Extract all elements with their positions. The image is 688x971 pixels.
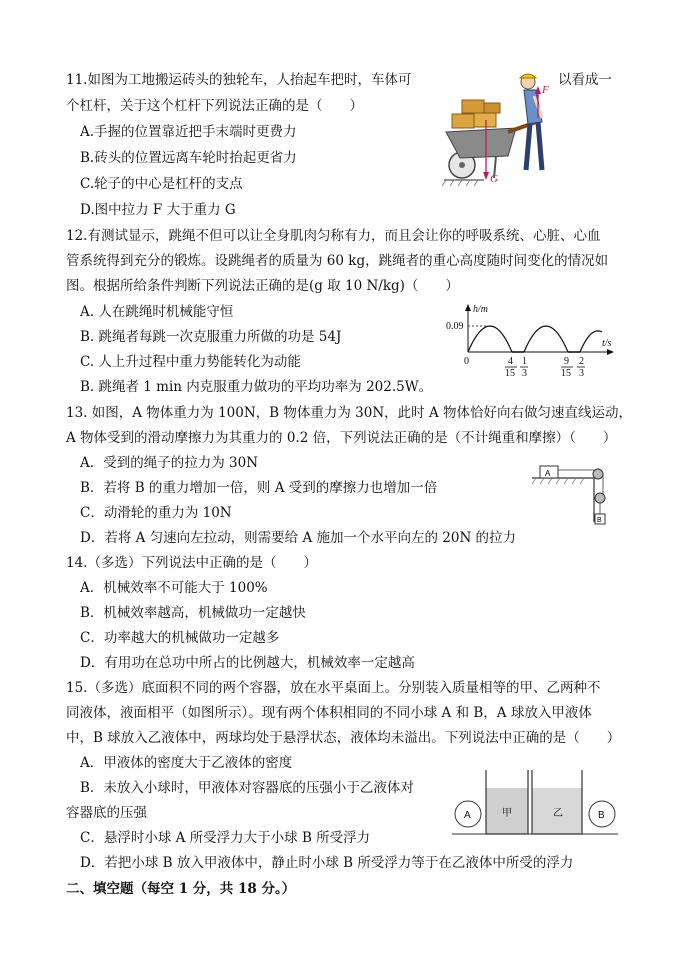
svg-text:1: 1 xyxy=(522,356,527,367)
q15-option-b-line1: B．未放入小球时，甲液体对容器底的压强小于乙液体对 xyxy=(80,780,414,796)
svg-text:A: A xyxy=(464,810,471,821)
q11-option-b: B.砖头的位置远离车轮时抬起更省力 xyxy=(80,150,297,166)
graph-origin: 0 xyxy=(464,356,469,367)
containers-figure xyxy=(452,768,622,840)
graph-xlabel: t/s xyxy=(602,338,612,349)
svg-text:3: 3 xyxy=(579,368,584,379)
tick-1-3 xyxy=(520,356,528,379)
q13-option-b: B．若将 B 的重力增加一倍，则 A 受到的摩擦力也增加一倍 xyxy=(80,480,438,496)
q12-stem-line2: 管系统得到充分的锻炼。设跳绳者的质量为 60 kg，跳绳者的重心高度随时间变化的情况如 xyxy=(66,253,609,269)
q13-option-a: A．受到的绳子的拉力为 30N xyxy=(80,455,259,471)
svg-text:B: B xyxy=(597,517,602,524)
jump-arc-3 xyxy=(580,331,602,352)
svg-text:A: A xyxy=(545,469,551,478)
q13-option-c: C．动滑轮的重力为 10N xyxy=(80,505,232,521)
q12-option-b: B. 跳绳者每跳一次克服重力所做的功是 54J xyxy=(80,329,342,345)
q14-stem: 14.（多选）下列说法中正确的是（ ） xyxy=(66,555,317,571)
jump-arc-2 xyxy=(524,326,568,352)
q13-stem-line2: A 物体受到的滑动摩擦力为其重力的 0.2 倍，下列说法正确的是（不计绳重和摩擦）（ ） xyxy=(66,430,617,446)
svg-text:B: B xyxy=(598,810,605,821)
q12-stem-line3: 图。根据所给条件判断下列说法正确的是(g 取 10 N/kg)（ ） xyxy=(66,278,459,294)
svg-text:15: 15 xyxy=(561,368,571,379)
q14-option-d: D．有用功在总功中所占的比例越大，机械效率一定越高 xyxy=(80,655,415,671)
q15-stem-line1: 15.（多选）底面积不同的两个容器，放在水平桌面上。分别装入质量相等的甲、乙两种不 xyxy=(66,680,601,696)
q13-option-d: D．若将 A 匀速向左拉动，则需要给 A 施加一个水平向左的 20N 的拉力 xyxy=(80,530,517,546)
q12-stem-line1: 12.有测试显示，跳绳不但可以让全身肌肉匀称有力，而且会让你的呼吸系统、心脏、心血 xyxy=(66,228,601,244)
force-g-label: G xyxy=(490,173,498,185)
q12-option-a: A. 人在跳绳时机械能守恒 xyxy=(80,304,234,320)
svg-text:甲: 甲 xyxy=(502,808,512,819)
svg-text:3: 3 xyxy=(522,368,527,379)
q12-option-c: C. 人上升过程中重力势能转化为动能 xyxy=(80,354,301,370)
svg-text:15: 15 xyxy=(505,368,515,379)
q11-stem-line2: 个杠杆，关于这个杠杆下列说法正确的是（ ） xyxy=(66,98,363,114)
q11-option-a: A.手握的位置靠近把手末端时更费力 xyxy=(80,124,297,140)
q11-stem-line1: 11.如图为工地搬运砖头的独轮车，人抬起车把时，车体可 xyxy=(66,72,412,88)
q13-stem-line1: 13. 如图，A 物体重力为 100N，B 物体重力为 30N，此时 A 物体恰好向右做匀速直线运动， xyxy=(66,405,632,421)
tick-9-15 xyxy=(561,356,573,379)
svg-text:4: 4 xyxy=(508,356,513,367)
movable-pulley xyxy=(595,493,605,503)
q15-option-a: A．甲液体的密度大于乙液体的密度 xyxy=(80,755,293,771)
q12-option-d: B. 跳绳者 1 min 内克服重力做功的平均功率为 202.5W。 xyxy=(80,379,433,395)
pulley-figure xyxy=(528,458,618,528)
graph-ylabel: h/m xyxy=(473,304,488,315)
q14-option-c: C．功率越大的机械做功一定越多 xyxy=(80,630,280,646)
q11-option-d: D.图中拉力 F 大于重力 G xyxy=(80,202,236,218)
q14-option-a: A．机械效率不可能大于 100% xyxy=(80,580,268,596)
q15-option-c: C．悬浮时小球 A 所受浮力大于小球 B 所受浮力 xyxy=(80,830,371,846)
q11-option-c: C.轮子的中心是杠杆的支点 xyxy=(80,176,243,192)
q15-option-b-line2: 容器底的压强 xyxy=(66,805,147,821)
svg-text:2: 2 xyxy=(579,356,584,367)
force-f-label: F xyxy=(542,84,549,96)
graph-ytick: 0.09 xyxy=(446,321,464,332)
wheelbarrow-figure xyxy=(438,70,554,192)
svg-text:9: 9 xyxy=(564,356,569,367)
jump-height-graph xyxy=(446,302,618,380)
q11-stem-line1-tail: 以看成一 xyxy=(558,72,612,88)
q15-stem-line3: 中，B 球放入乙液体中，两球均处于悬浮状态，液体均未溢出。下列说法中正确的是（ ） xyxy=(66,730,621,746)
q15-stem-line2: 同液体，液面相平（如图所示）。现有两个体积相同的不同小球 A 和 B，A 球放入甲液体 xyxy=(66,705,592,721)
jump-arc-1 xyxy=(468,326,512,352)
fixed-pulley xyxy=(593,469,603,479)
svg-text:乙: 乙 xyxy=(553,808,563,819)
q15-option-d: D．若把小球 B 放入甲液体中，静止时小球 B 所受浮力等于在乙液体中所受的浮力 xyxy=(80,855,574,871)
section2-heading: 二、填空题（每空 1 分，共 18 分。） xyxy=(66,881,296,897)
tick-4-15 xyxy=(505,356,517,379)
q14-option-b: B．机械效率越高，机械做功一定越快 xyxy=(80,605,306,621)
tick-2-3 xyxy=(577,356,585,379)
